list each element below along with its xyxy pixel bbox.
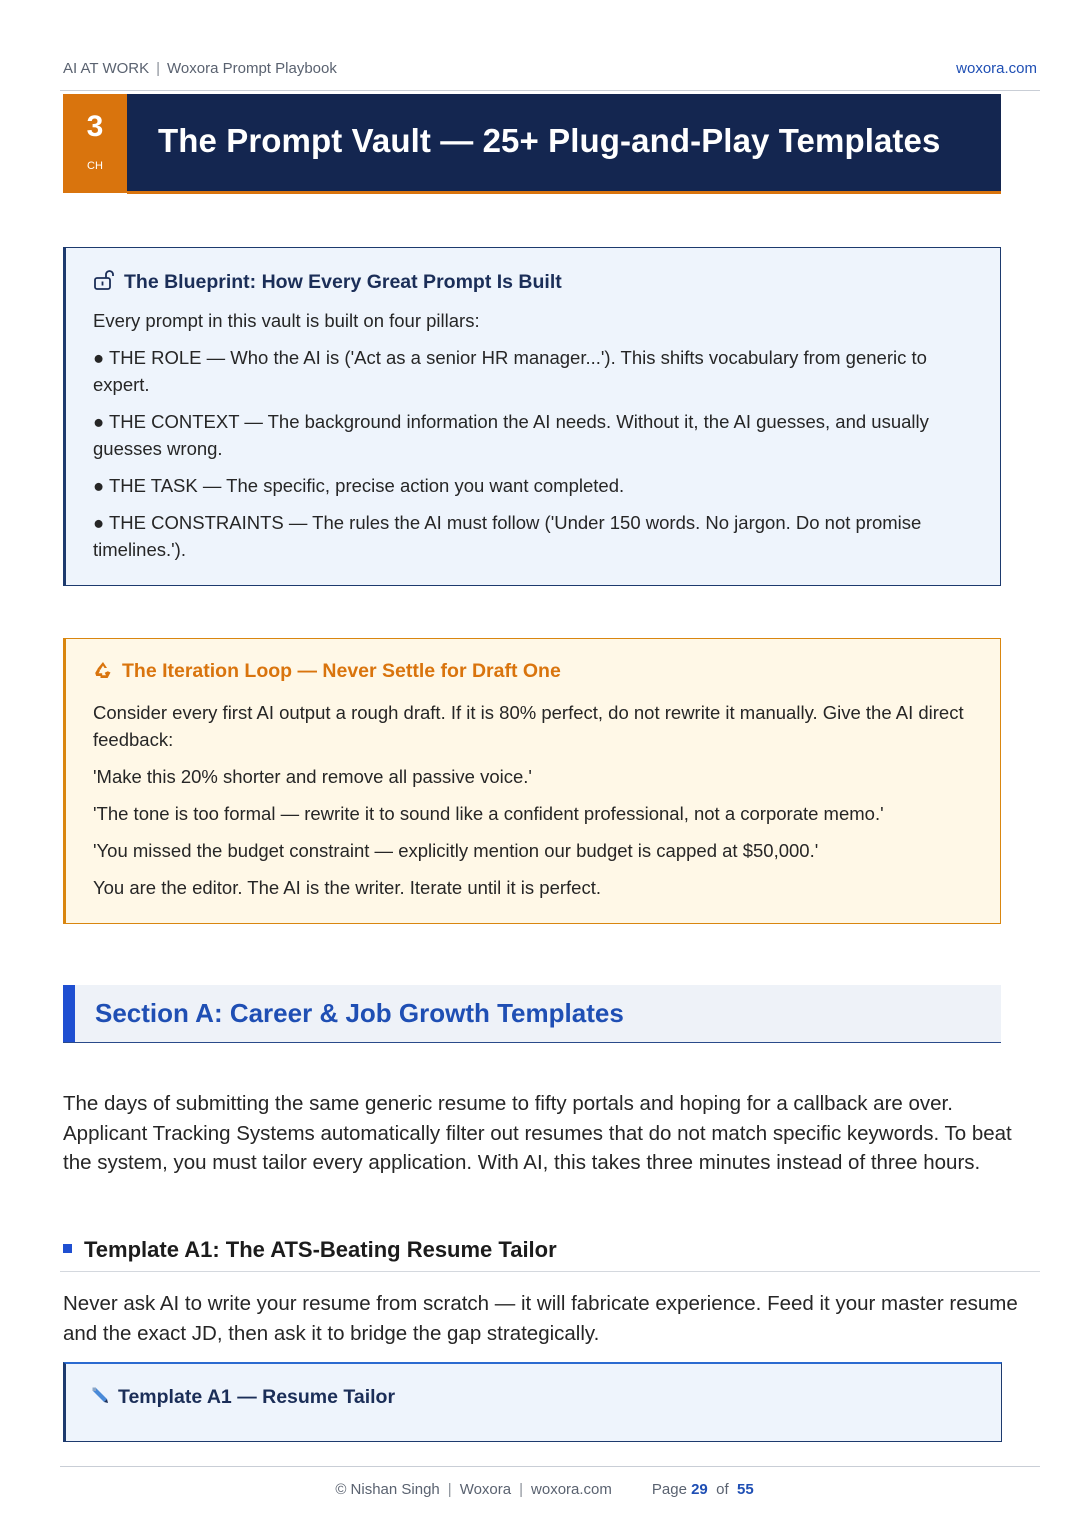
pillar-context: ● THE CONTEXT — The background information the AI needs. Without it, the AI guesses, and usually guesses wrong.	[93, 411, 929, 459]
pillar-task: ● THE TASK — The specific, precise action you want completed.	[93, 475, 625, 496]
recycle-icon	[93, 660, 113, 686]
page-of-label: of	[716, 1481, 729, 1498]
blueprint-title-row	[93, 269, 562, 297]
section-accent-bar	[63, 985, 75, 1042]
iteration-intro: Consider every first AI output a rough draft. If it is 80% perfect, do not rewrite it manually. Give the AI direct feedback:	[93, 702, 964, 750]
iteration-example-2: 'The tone is too formal — rewrite it to sound like a confident professional, not a corporate memo.'	[93, 803, 884, 824]
page-indicator	[652, 1481, 754, 1498]
iteration-title: The Iteration Loop — Never Settle for Draft One	[122, 660, 561, 682]
blueprint-title: The Blueprint: How Every Great Prompt Is Built	[124, 271, 562, 293]
footer-separator: |	[447, 1481, 452, 1498]
square-bullet-icon	[63, 1244, 72, 1253]
template-a1-box-title: Template A1 — Resume Tailor	[118, 1386, 396, 1408]
running-header	[63, 60, 337, 77]
footer-separator: |	[519, 1481, 524, 1498]
footer-brand: Woxora	[459, 1481, 512, 1498]
footer-author: © Nishan Singh	[335, 1481, 440, 1498]
header-divider	[60, 90, 1040, 91]
iteration-example-1: 'Make this 20% shorter and remove all passive voice.'	[93, 766, 532, 787]
chapter-number: 3	[86, 110, 104, 143]
page-label: Page	[651, 1481, 687, 1498]
pillar-role: ● THE ROLE — Who the AI is ('Act as a senior HR manager...'). This shifts vocabulary from generic to expert.	[93, 347, 927, 395]
section-intro-paragraph: The days of submitting the same generic resume to fifty portals and hoping for a callback are over. Applicant Tracking Systems automatically filter out resumes that do not match specific keywords. To beat the system, you must tailor every application. With AI, this takes three minutes instead of three hours.	[63, 1092, 1012, 1174]
blueprint-callout	[63, 247, 1001, 586]
template-a1-paragraph: Never ask AI to write your resume from scratch — it will fabricate experience. Feed it your master resume and the exact JD, then ask it to bridge the gap strategically.	[63, 1292, 1018, 1345]
page-total: 55	[736, 1481, 754, 1498]
iteration-callout	[63, 638, 1001, 924]
template-a1-box-title-row	[90, 1385, 395, 1411]
header-separator: |	[156, 60, 161, 77]
unlock-icon	[93, 269, 115, 297]
pillar-constraints: ● THE CONSTRAINTS — The rules the AI must follow ('Under 150 words. No jargon. Do not promise timelines.').	[93, 512, 922, 560]
header-book-title: Woxora Prompt Playbook	[167, 60, 337, 77]
pencil-icon	[90, 1385, 110, 1411]
section-title: Section A: Career & Job Growth Templates	[95, 998, 624, 1028]
page-current: 29	[691, 1481, 708, 1498]
header-site-link[interactable]: woxora.com	[956, 60, 1037, 77]
chapter-title-banner	[127, 94, 1001, 194]
template-a1-heading	[63, 1237, 557, 1263]
iteration-example-3: 'You missed the budget constraint — explicitly mention our budget is capped at $50,000.'	[93, 840, 819, 861]
iteration-closing: You are the editor. The AI is the writer. Iterate until it is perfect.	[93, 877, 602, 898]
footer-divider	[60, 1466, 1040, 1467]
footer-site-link[interactable]: woxora.com	[531, 1481, 612, 1498]
chapter-title: The Prompt Vault — 25+ Plug-and-Play Templates	[158, 122, 941, 159]
template-a1-box	[63, 1362, 1002, 1442]
subheading-divider	[60, 1271, 1040, 1272]
header-brand: AI AT WORK	[63, 60, 150, 77]
iteration-title-row	[93, 660, 561, 686]
blueprint-intro: Every prompt in this vault is built on four pillars:	[93, 310, 480, 331]
section-heading	[63, 985, 1001, 1043]
chapter-abbr: CH	[87, 160, 103, 172]
page-footer	[0, 1481, 1089, 1498]
template-a1-heading-text: Template A1: The ATS-Beating Resume Tailor	[84, 1237, 557, 1262]
chapter-number-block	[63, 94, 127, 193]
